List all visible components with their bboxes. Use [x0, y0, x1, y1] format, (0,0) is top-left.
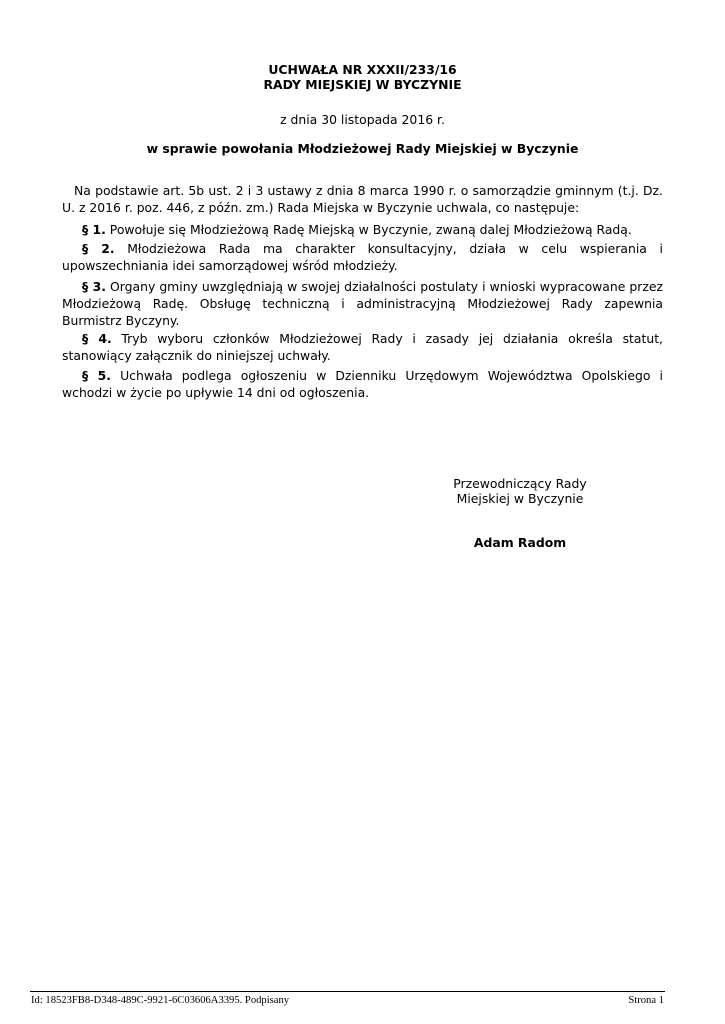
section-3-text: Organy gminy uwzględniają w swojej działalności postulaty i wnioski wypracowane przez Młodzieżową Radę. Obsługę techniczną i administracyjną Młodzieżowej Rady zapewnia Burmistrz Byczyny.: [62, 279, 663, 328]
section-5-text: Uchwała podlega ogłoszeniu w Dzienniku Urzędowym Województwa Opolskiego i wchodzi w życie po upływie 14 dni od ogłoszenia.: [62, 368, 663, 400]
section-1-text: Powołuje się Młodzieżową Radę Miejską w Byczynie, zwaną dalej Młodzieżową Radą.: [109, 222, 632, 237]
section-4-text: Tryb wyboru członków Młodzieżowej Rady i zasady jej działania określa statut, stanowiący załącznik do niniejszej uchwały.: [62, 331, 663, 363]
section-2-number: § 2.: [82, 241, 115, 256]
section-2-text: Młodzieżowa Rada ma charakter konsultacyjny, działa w celu wspierania i upowszechniania idei samorządowej wśród młodzieży.: [62, 241, 663, 273]
section-1-number: § 1.: [82, 222, 106, 237]
resolution-date: z dnia 30 listopada 2016 r.: [280, 112, 445, 127]
section-3: [62, 278, 663, 329]
section-4-number: § 4.: [82, 331, 112, 346]
footer-divider: [30, 991, 665, 992]
section-5: [62, 367, 663, 401]
section-3-number: § 3.: [82, 279, 106, 294]
resolution-subject: w sprawie powołania Młodzieżowej Rady Miejskiej w Byczynie: [146, 141, 579, 156]
resolution-title-line2: RADY MIEJSKIEJ W BYCZYNIE: [263, 77, 462, 92]
footer-document-id: Id: 18523FB8-D348-489C-9921-6C03606A3395. Podpisany: [31, 995, 290, 1006]
signatory-role-line1: Przewodniczący Rady: [453, 476, 587, 491]
footer-page-number: Strona 1: [628, 995, 664, 1006]
legal-basis-paragraph: Na podstawie art. 5b ust. 2 i 3 ustawy z dnia 8 marca 1990 r. o samorządzie gminnym (t.j. Dz. U. z 2016 r. poz. 446, z późn. zm.) Rada Miejska w Byczynie uchwala, co następuje:: [62, 183, 663, 215]
section-1: [62, 221, 663, 238]
section-4: [62, 330, 663, 364]
section-5-number: § 5.: [82, 368, 111, 383]
resolution-title-line1: UCHWAŁA NR XXXII/233/16: [268, 62, 457, 77]
signatory-name: Adam Radom: [473, 535, 567, 550]
signatory-role-line2: Miejskiej w Byczynie: [456, 491, 584, 506]
section-2: [62, 240, 663, 274]
